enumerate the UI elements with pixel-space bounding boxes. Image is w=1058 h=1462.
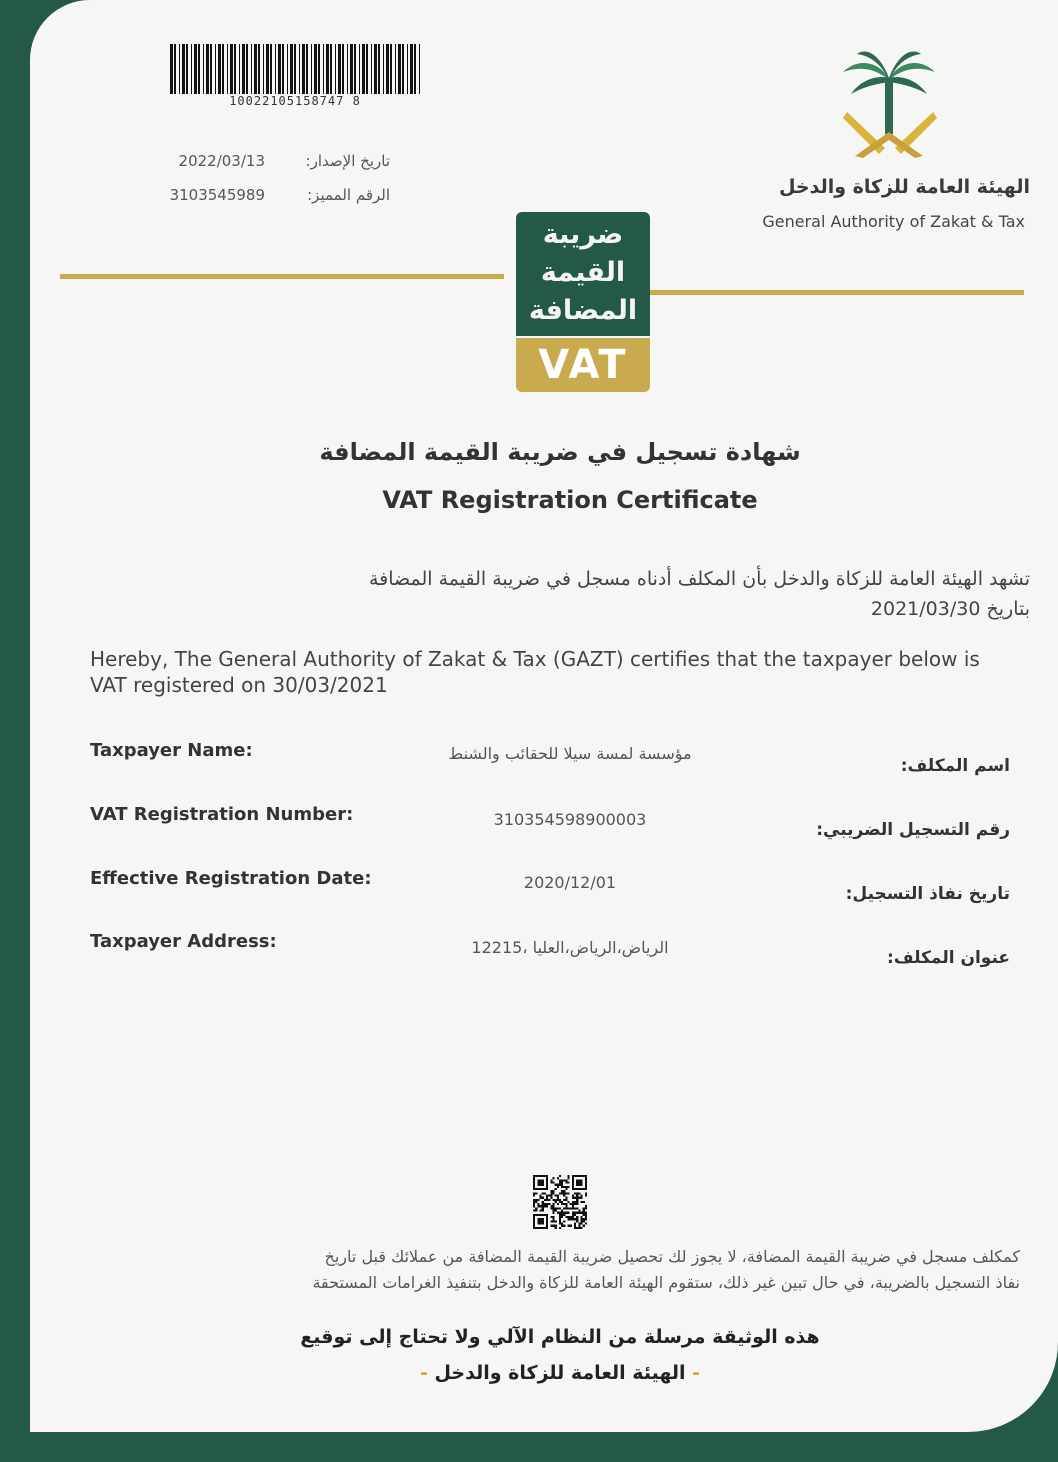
signature-dash-left: - <box>419 1362 428 1384</box>
taxpayer-name-value: مؤسسة لمسة سيلا للحقائب والشنط <box>448 744 692 763</box>
title-arabic: شهادة تسجيل في ضريبة القيمة المضافة <box>319 438 801 466</box>
taxpayer-address-label-en: Taxpayer Address: <box>90 931 277 952</box>
certify-arabic-line2: بتاريخ 2021/03/30 <box>870 598 1030 620</box>
taxpayer-name-label-en: Taxpayer Name: <box>90 740 253 761</box>
issue-date-label: تاريخ الإصدار: <box>305 152 390 170</box>
certify-english <box>90 646 1040 698</box>
certify-arabic <box>170 564 1030 624</box>
certify-english-line1: Hereby, The General Authority of Zakat & Tax (GAZT) certifies that the taxpayer below is <box>90 647 980 671</box>
gold-divider-right <box>632 290 1024 295</box>
gold-divider-left <box>60 274 504 279</box>
footer-warning-line2: نفاذ التسجيل بالضريبة، في حال تبين غير ذلك، ستقوم الهيئة العامة للزكاة والدخل بتنفيذ الغرامات المستحقة <box>312 1273 1020 1292</box>
signature-org: الهيئة العامة للزكاة والدخل <box>434 1362 686 1384</box>
issue-date-value: 2022/03/13 <box>178 152 265 170</box>
badge-line-1: ضريبة <box>542 219 624 250</box>
title-english: VAT Registration Certificate <box>382 486 758 514</box>
signature-line <box>230 1362 890 1384</box>
unique-number-label: الرقم المميز: <box>307 186 390 204</box>
effective-date-label-ar: تاريخ نفاذ التسجيل: <box>845 884 1010 904</box>
certify-english-line2: VAT registered on 30/03/2021 <box>90 673 388 697</box>
effective-date-label-en: Effective Registration Date: <box>90 868 372 889</box>
vat-number-label-en: VAT Registration Number: <box>90 804 354 825</box>
barcode-number: 10022105158747 8 <box>210 94 380 108</box>
auto-generated-note: هذه الوثيقة مرسلة من النظام الآلي ولا تحتاج إلى توقيع <box>300 1326 820 1348</box>
taxpayer-address-value: الرياض،الرياض،العليا ،12215 <box>471 938 669 957</box>
certify-arabic-line1: تشهد الهيئة العامة للزكاة والدخل بأن المكلف أدناه مسجل في ضريبة القيمة المضافة <box>368 568 1030 590</box>
effective-date-value: 2020/12/01 <box>523 873 617 892</box>
certificate-paper <box>30 0 1058 1432</box>
badge-vat-label: VAT <box>516 338 650 392</box>
vat-number-label-ar: رقم التسجيل الضريبي: <box>816 820 1010 840</box>
qr-code-image <box>533 1175 587 1229</box>
vat-badge <box>516 212 650 392</box>
org-name-arabic: الهيئة العامة للزكاة والدخل <box>778 176 1030 198</box>
footer-warning-line1: كمكلف مسجل في ضريبة القيمة المضافة، لا يجوز لك تحصيل ضريبة القيمة المضافة من عملائك قبل تاريخ <box>324 1247 1020 1266</box>
taxpayer-name-label-ar: اسم المكلف: <box>900 756 1010 776</box>
taxpayer-address-label-ar: عنوان المكلف: <box>887 948 1010 968</box>
palm-swords-logo-icon <box>835 48 945 166</box>
footer-warning <box>90 1244 1020 1296</box>
badge-line-3: المضافة <box>528 295 638 326</box>
org-name-english: General Authority of Zakat & Tax <box>762 212 1025 231</box>
badge-line-2: القيمة <box>540 257 626 288</box>
signature-dash-right: - <box>692 1362 701 1384</box>
unique-number-value: 3103545989 <box>169 186 265 204</box>
vat-number-value: 310354598900003 <box>493 810 647 829</box>
